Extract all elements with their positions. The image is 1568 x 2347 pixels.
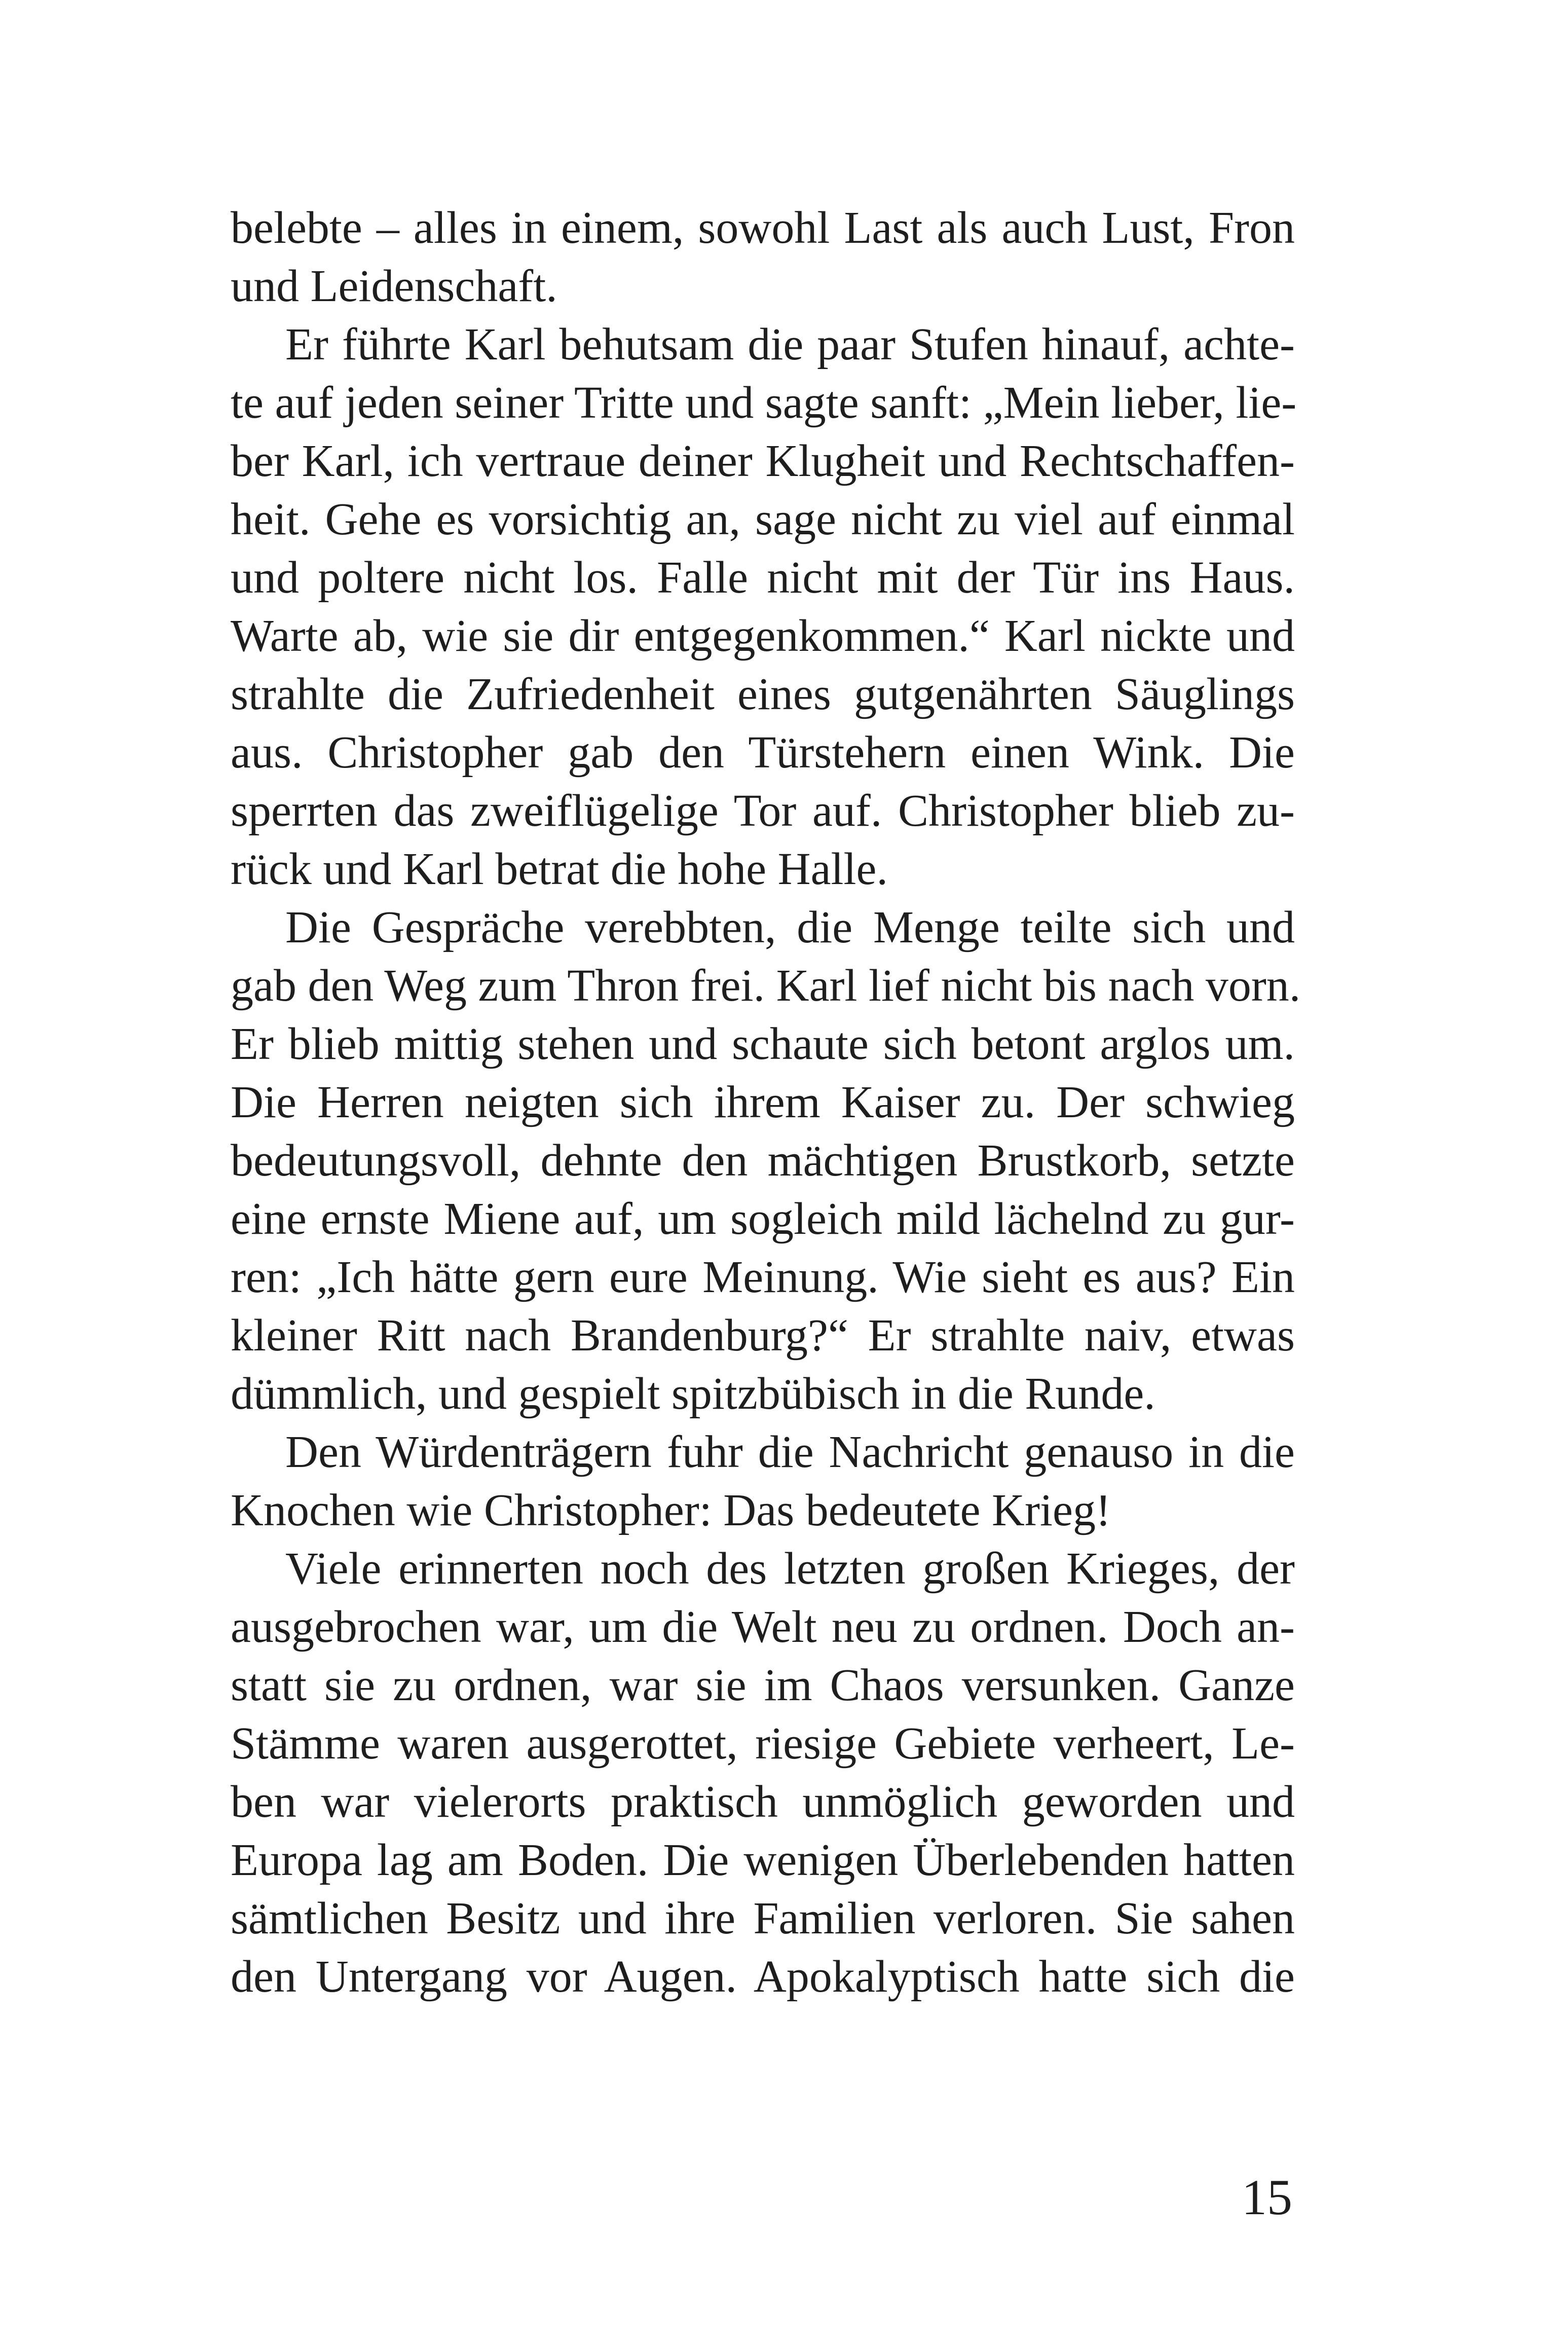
text-line: ren: „Ich hätte gern eure Meinung. Wie sieht es aus? Ein xyxy=(231,1252,1295,1302)
text-line: den Untergang vor Augen. Apokalyptisch hatte sich die xyxy=(231,1952,1295,2002)
text-line: aus. Christopher gab den Türstehern einen Wink. Die xyxy=(231,727,1295,778)
text-line: sperrten das zweiflügelige Tor auf. Christopher blieb zu- xyxy=(231,786,1295,836)
text-line: Die Herren neigten sich ihrem Kaiser zu. Der schwieg xyxy=(231,1077,1295,1127)
page-number: 15 xyxy=(1242,2169,1292,2225)
text-line: ben war vielerorts praktisch unmöglich geworden und xyxy=(231,1777,1295,1827)
text-line: heit. Gehe es vorsichtig an, sage nicht zu viel auf einmal xyxy=(231,494,1295,544)
text-line: Er führte Karl behutsam die paar Stufen hinauf, achte- xyxy=(285,319,1295,370)
text-line: dümmlich, und gespielt spitzbübisch in die Runde. xyxy=(231,1369,1155,1419)
text-line: Er blieb mittig stehen und schaute sich betont arglos um. xyxy=(231,1019,1295,1069)
text-line: Warte ab, wie sie dir entgegenkommen.“ Karl nickte und xyxy=(231,611,1295,661)
text-line: und poltere nicht los. Falle nicht mit der Tür ins Haus. xyxy=(231,553,1295,603)
text-line: Stämme waren ausgerottet, riesige Gebiete verheert, Le- xyxy=(231,1718,1295,1769)
text-line: ausgebrochen war, um die Welt neu zu ordnen. Doch an- xyxy=(231,1602,1295,1652)
body-text xyxy=(231,199,1301,2006)
text-line: bedeutungsvoll, dehnte den mächtigen Brustkorb, setzte xyxy=(231,1135,1295,1186)
text-line: Viele erinnerten noch des letzten großen Krieges, der xyxy=(285,1544,1295,1594)
text-line: Den Würdenträgern fuhr die Nachricht genauso in die xyxy=(285,1427,1295,1477)
text-line: sämtlichen Besitz und ihre Familien verloren. Sie sahen xyxy=(231,1893,1295,1943)
text-line: kleiner Ritt nach Brandenburg?“ Er strahlte naiv, etwas xyxy=(231,1310,1295,1361)
text-line: Die Gespräche verebbten, die Menge teilte sich und xyxy=(285,902,1295,952)
text-line: strahlte die Zufriedenheit eines gutgenährten Säuglings xyxy=(231,669,1295,719)
text-line: Knochen wie Christopher: Das bedeutete Krieg! xyxy=(231,1485,1111,1535)
text-line: statt sie zu ordnen, war sie im Chaos versunken. Ganze xyxy=(231,1660,1295,1710)
text-line: gab den Weg zum Thron frei. Karl lief nicht bis nach vorn. xyxy=(231,961,1301,1011)
text-line: und Leidenschaft. xyxy=(231,261,557,311)
text-line: te auf jeden seiner Tritte und sagte sanft: „Mein lieber, lie- xyxy=(231,378,1297,428)
text-line: Europa lag am Boden. Die wenigen Überlebenden hatten xyxy=(231,1835,1295,1885)
text-line: eine ernste Miene auf, um sogleich mild lächelnd zu gur- xyxy=(231,1194,1295,1244)
text-line: ber Karl, ich vertraue deiner Klugheit und Rechtschaffen- xyxy=(231,436,1295,486)
text-line: belebte – alles in einem, sowohl Last als auch Lust, Fron xyxy=(231,203,1295,253)
text-line: rück und Karl betrat die hohe Halle. xyxy=(231,844,888,894)
